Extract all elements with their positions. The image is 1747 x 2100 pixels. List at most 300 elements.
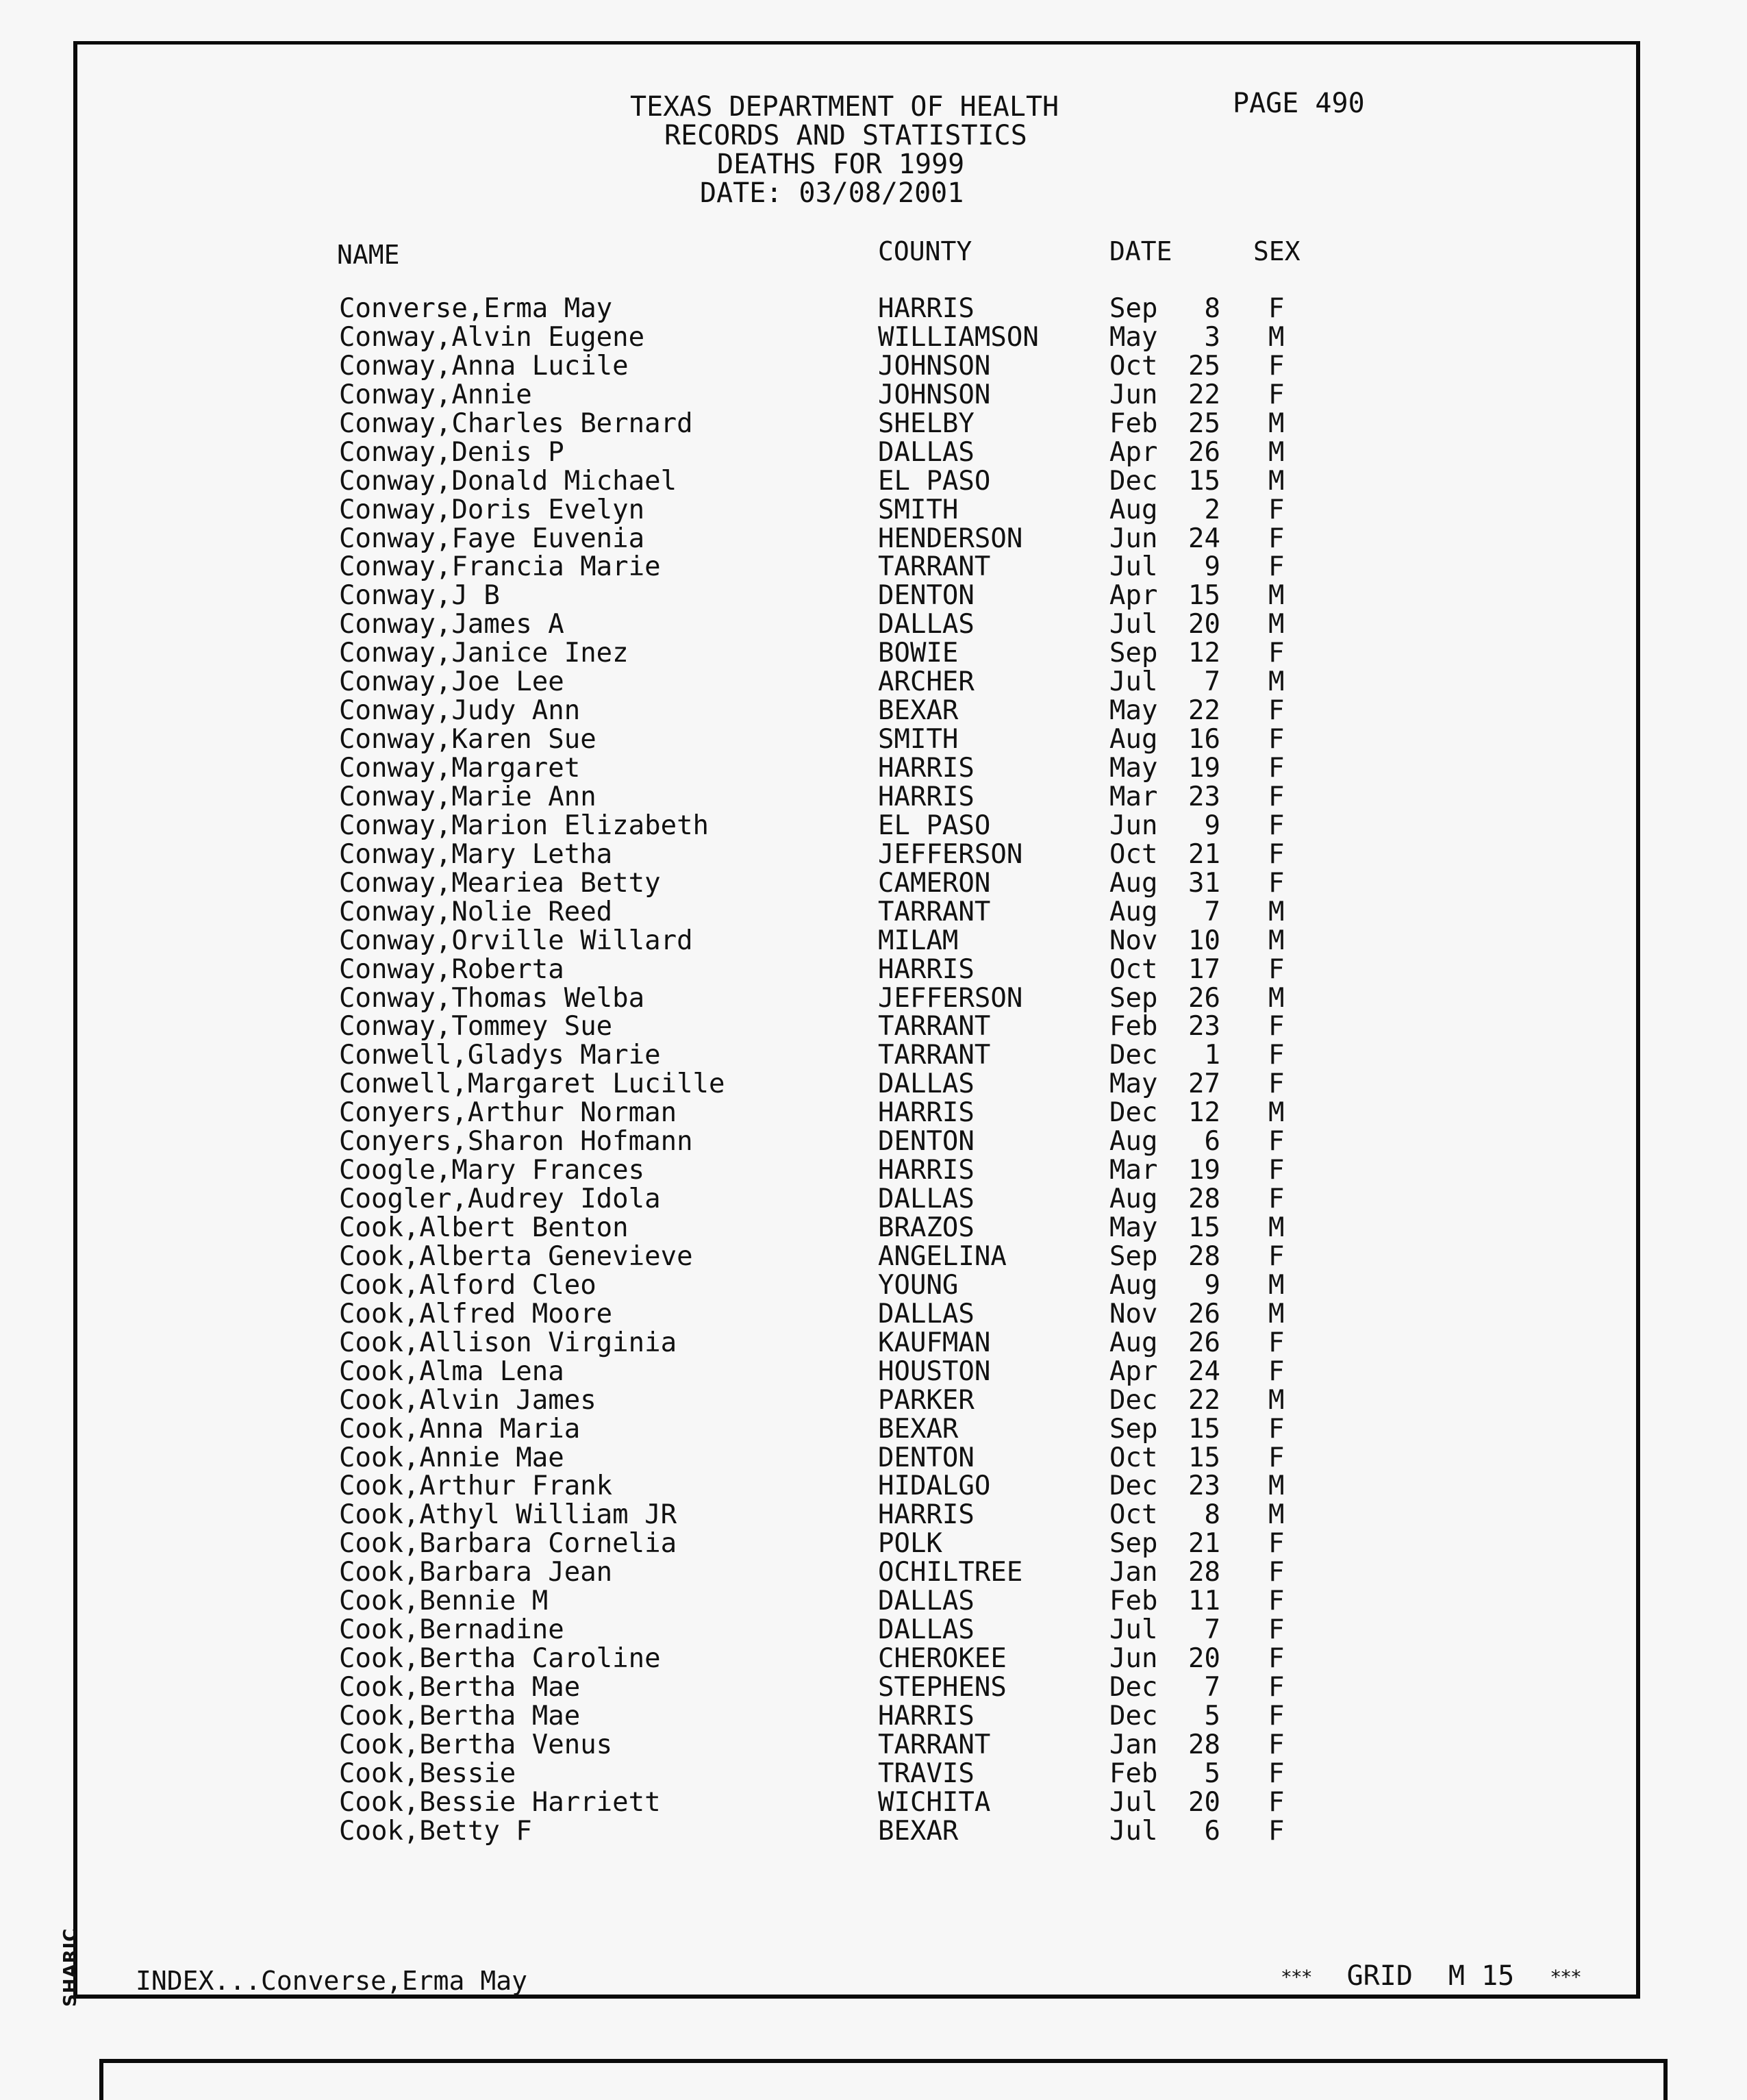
record-sex: M (1268, 982, 1285, 1014)
record-month: Jun (1109, 1643, 1158, 1675)
record-row (0, 1012, 1747, 1041)
record-row (0, 639, 1747, 668)
stars-right: *** (1550, 1966, 1581, 1988)
record-sex: F (1268, 810, 1285, 841)
record-month: May (1109, 753, 1158, 784)
record-county: HARRIS (878, 1097, 975, 1129)
record-county: HARRIS (878, 753, 975, 784)
column-header-county: COUNTY (878, 236, 972, 266)
record-day: 26 (1188, 1298, 1220, 1329)
record-month: Oct (1109, 953, 1158, 985)
record-month: Jan (1109, 1729, 1158, 1760)
record-day: 7 (1204, 1614, 1220, 1646)
record-county: DALLAS (878, 609, 975, 640)
record-day: 28 (1188, 1184, 1220, 1215)
record-county: DENTON (878, 1126, 975, 1158)
record-name: Conway,Karen Sue (339, 724, 596, 755)
record-day: 19 (1188, 753, 1220, 784)
record-row (0, 1645, 1747, 1673)
record-county: HENDERSON (878, 523, 1023, 554)
record-month: Nov (1109, 1298, 1158, 1329)
record-county: TRAVIS (878, 1758, 975, 1789)
record-county: BEXAR (878, 1413, 959, 1445)
record-county: DALLAS (878, 1184, 975, 1215)
record-sex: F (1268, 1155, 1285, 1186)
record-county: MILAM (878, 925, 959, 956)
report-title: TEXAS DEPARTMENT OF HEALTH (630, 91, 1059, 123)
record-name: Cook,Allison Virginia (339, 1327, 677, 1358)
record-county: BEXAR (878, 1815, 959, 1847)
record-name: Cook,Bernadine (339, 1614, 564, 1646)
record-day: 21 (1188, 1528, 1220, 1560)
record-name: Conway,Doris Evelyn (339, 494, 645, 525)
record-sex: M (1268, 408, 1285, 439)
record-sex: F (1268, 1011, 1285, 1042)
record-sex: M (1268, 1212, 1285, 1243)
records-list (0, 295, 1747, 1846)
record-name: Cook,Albert Benton (339, 1212, 629, 1243)
record-row (0, 1760, 1747, 1788)
record-county: EL PASO (878, 810, 991, 841)
record-day: 15 (1188, 580, 1220, 612)
record-day: 7 (1204, 666, 1220, 698)
record-county: ARCHER (878, 666, 975, 698)
record-sex: M (1268, 1298, 1285, 1329)
record-name: Conway,Nolie Reed (339, 896, 613, 927)
record-name: Coogler,Audrey Idola (339, 1184, 661, 1215)
record-row (0, 1529, 1747, 1558)
stars-left: *** (1281, 1966, 1311, 1988)
record-day: 23 (1188, 781, 1220, 812)
record-name: Cook,Bessie Harriett (339, 1786, 661, 1818)
record-day: 8 (1204, 1499, 1220, 1531)
record-sex: F (1268, 1557, 1285, 1588)
record-month: Feb (1109, 1011, 1158, 1042)
record-day: 7 (1204, 896, 1220, 927)
record-row (0, 1731, 1747, 1760)
record-sex: M (1268, 1471, 1285, 1502)
record-row (0, 898, 1747, 927)
record-month: Oct (1109, 1442, 1158, 1473)
record-month: Feb (1109, 408, 1158, 439)
record-sex: F (1268, 523, 1285, 554)
record-name: Cook,Alfred Moore (339, 1298, 613, 1329)
record-name: Cook,Alberta Genevieve (339, 1240, 693, 1272)
record-sex: M (1268, 1269, 1285, 1301)
record-sex: F (1268, 350, 1285, 382)
record-month: Aug (1109, 1269, 1158, 1301)
record-row (0, 1127, 1747, 1156)
record-sex: F (1268, 695, 1285, 727)
record-sex: F (1268, 1413, 1285, 1445)
record-day: 22 (1188, 695, 1220, 727)
record-county: HARRIS (878, 1700, 975, 1732)
record-month: Mar (1109, 781, 1158, 812)
record-row (0, 1616, 1747, 1645)
record-name: Cook,Athyl William JR (339, 1499, 677, 1531)
record-sex: F (1268, 1327, 1285, 1358)
record-day: 5 (1204, 1758, 1220, 1789)
record-county: WILLIAMSON (878, 321, 1039, 353)
record-sex: F (1268, 1729, 1285, 1760)
record-day: 23 (1188, 1471, 1220, 1502)
record-name: Cook,Bertha Caroline (339, 1643, 661, 1675)
record-row (0, 725, 1747, 754)
record-day: 16 (1188, 724, 1220, 755)
record-row (0, 812, 1747, 840)
record-day: 15 (1188, 1413, 1220, 1445)
record-row (0, 1702, 1747, 1731)
record-day: 12 (1188, 638, 1220, 669)
record-sex: F (1268, 1672, 1285, 1703)
record-row (0, 1041, 1747, 1070)
record-day: 22 (1188, 1384, 1220, 1416)
record-sex: F (1268, 724, 1285, 755)
record-month: Aug (1109, 867, 1158, 899)
column-header-name: NAME (337, 240, 400, 270)
record-month: Dec (1109, 1471, 1158, 1502)
record-name: Cook,Arthur Frank (339, 1471, 613, 1502)
record-county: TARRANT (878, 1729, 991, 1760)
record-name: Cook,Alma Lena (339, 1355, 564, 1387)
record-month: Jul (1109, 551, 1158, 583)
record-sex: M (1268, 1384, 1285, 1416)
record-sex: F (1268, 379, 1285, 410)
record-county: KAUFMAN (878, 1327, 991, 1358)
record-month: May (1109, 1068, 1158, 1100)
record-day: 24 (1188, 1355, 1220, 1387)
record-day: 27 (1188, 1068, 1220, 1100)
record-row (0, 553, 1747, 582)
record-name: Conway,Meariea Betty (339, 867, 661, 899)
record-county: DALLAS (878, 1068, 975, 1100)
record-name: Conway,Francia Marie (339, 551, 661, 583)
record-row (0, 1415, 1747, 1444)
record-name: Cook,Bertha Venus (339, 1729, 613, 1760)
record-row (0, 1242, 1747, 1271)
record-county: CAMERON (878, 867, 991, 899)
record-name: Cook,Barbara Jean (339, 1557, 613, 1588)
record-day: 9 (1204, 551, 1220, 583)
record-county: WICHITA (878, 1786, 991, 1818)
record-row (0, 754, 1747, 783)
report-subtitle: RECORDS AND STATISTICS (664, 120, 1027, 151)
record-month: Feb (1109, 1758, 1158, 1789)
record-county: TARRANT (878, 1011, 991, 1042)
record-sex: F (1268, 1786, 1285, 1818)
record-month: Dec (1109, 1040, 1158, 1071)
record-day: 26 (1188, 982, 1220, 1014)
record-day: 24 (1188, 523, 1220, 554)
record-month: Apr (1109, 436, 1158, 468)
record-month: Jul (1109, 1786, 1158, 1818)
record-row (0, 582, 1747, 610)
record-day: 26 (1188, 436, 1220, 468)
record-row (0, 1472, 1747, 1501)
record-row (0, 610, 1747, 639)
record-sex: M (1268, 436, 1285, 468)
record-day: 28 (1188, 1729, 1220, 1760)
grid-value: M 15 (1448, 1960, 1515, 1992)
record-county: DALLAS (878, 1586, 975, 1617)
record-row (0, 1070, 1747, 1099)
record-month: Dec (1109, 1700, 1158, 1732)
record-name: Cook,Alvin James (339, 1384, 596, 1416)
record-name: Converse,Erma May (339, 293, 613, 324)
record-name: Conway,Marion Elizabeth (339, 810, 709, 841)
record-row (0, 1558, 1747, 1587)
record-county: DALLAS (878, 436, 975, 468)
record-sex: F (1268, 753, 1285, 784)
page-number: PAGE 490 (1233, 88, 1365, 119)
record-name: Conway,Alvin Eugene (339, 321, 645, 353)
record-month: Sep (1109, 293, 1158, 324)
record-day: 9 (1204, 810, 1220, 841)
record-name: Conway,Denis P (339, 436, 564, 468)
record-county: HARRIS (878, 953, 975, 985)
record-county: SMITH (878, 494, 959, 525)
column-header-sex: SEX (1253, 236, 1300, 266)
record-name: Conwell,Margaret Lucille (339, 1068, 725, 1100)
record-sex: F (1268, 1700, 1285, 1732)
record-row (0, 323, 1747, 352)
record-county: HARRIS (878, 781, 975, 812)
record-row (0, 869, 1747, 898)
record-name: Conway,Faye Euvenia (339, 523, 645, 554)
record-day: 2 (1204, 494, 1220, 525)
record-county: SHELBY (878, 408, 975, 439)
record-row (0, 352, 1747, 381)
record-sex: F (1268, 1126, 1285, 1158)
record-sex: F (1268, 1528, 1285, 1560)
record-county: JEFFERSON (878, 982, 1023, 1014)
record-sex: F (1268, 1586, 1285, 1617)
record-month: Jul (1109, 1815, 1158, 1847)
record-month: Nov (1109, 925, 1158, 956)
record-county: JEFFERSON (878, 838, 1023, 870)
record-county: DENTON (878, 580, 975, 612)
record-day: 28 (1188, 1557, 1220, 1588)
record-row (0, 668, 1747, 697)
record-name: Conway,Joe Lee (339, 666, 564, 698)
record-month: Sep (1109, 1528, 1158, 1560)
record-row (0, 496, 1747, 525)
record-sex: F (1268, 1815, 1285, 1847)
record-row (0, 1444, 1747, 1473)
record-name: Conway,Margaret (339, 753, 581, 784)
record-month: Oct (1109, 1499, 1158, 1531)
record-month: Oct (1109, 838, 1158, 870)
record-month: May (1109, 321, 1158, 353)
record-row (0, 410, 1747, 438)
record-month: Sep (1109, 982, 1158, 1014)
record-row (0, 1329, 1747, 1358)
record-day: 1 (1204, 1040, 1220, 1071)
record-row (0, 467, 1747, 496)
record-county: PARKER (878, 1384, 975, 1416)
record-sex: F (1268, 638, 1285, 669)
record-county: TARRANT (878, 551, 991, 583)
record-row (0, 438, 1747, 467)
record-name: Cook,Anna Maria (339, 1413, 581, 1445)
record-month: Dec (1109, 1384, 1158, 1416)
record-sex: M (1268, 465, 1285, 497)
record-row (0, 984, 1747, 1013)
record-row (0, 1386, 1747, 1415)
record-day: 15 (1188, 465, 1220, 497)
record-day: 10 (1188, 925, 1220, 956)
record-month: Apr (1109, 1355, 1158, 1387)
report-year: DEATHS FOR 1999 (717, 149, 965, 180)
record-name: Conway,Donald Michael (339, 465, 677, 497)
record-month: Aug (1109, 1126, 1158, 1158)
record-row (0, 1587, 1747, 1616)
record-sex: M (1268, 666, 1285, 698)
record-row (0, 1817, 1747, 1846)
record-day: 31 (1188, 867, 1220, 899)
record-day: 20 (1188, 609, 1220, 640)
record-day: 5 (1204, 1700, 1220, 1732)
record-month: Aug (1109, 896, 1158, 927)
report-date: DATE: 03/08/2001 (700, 177, 964, 209)
record-day: 25 (1188, 350, 1220, 382)
record-row (0, 1673, 1747, 1702)
record-county: HOUSTON (878, 1355, 991, 1387)
record-name: Conway,Annie (339, 379, 532, 410)
record-name: Cook,Barbara Cornelia (339, 1528, 677, 1560)
record-row (0, 381, 1747, 410)
record-county: BOWIE (878, 638, 959, 669)
record-name: Conway,Orville Willard (339, 925, 693, 956)
record-sex: F (1268, 1240, 1285, 1272)
record-county: HARRIS (878, 1499, 975, 1531)
record-day: 28 (1188, 1240, 1220, 1272)
record-name: Conway,Charles Bernard (339, 408, 693, 439)
record-county: HIDALGO (878, 1471, 991, 1502)
record-county: TARRANT (878, 1040, 991, 1071)
record-row (0, 1788, 1747, 1817)
record-day: 6 (1204, 1126, 1220, 1158)
record-name: Conway,Tommey Sue (339, 1011, 613, 1042)
record-row (0, 955, 1747, 984)
record-sex: F (1268, 293, 1285, 324)
record-month: Aug (1109, 1327, 1158, 1358)
record-month: Apr (1109, 580, 1158, 612)
record-sex: F (1268, 867, 1285, 899)
record-month: Aug (1109, 724, 1158, 755)
record-sex: F (1268, 781, 1285, 812)
record-sex: F (1268, 1758, 1285, 1789)
record-day: 20 (1188, 1786, 1220, 1818)
record-month: Jun (1109, 523, 1158, 554)
record-day: 8 (1204, 293, 1220, 324)
side-label: SHARIC (60, 1927, 81, 2007)
record-name: Cook,Annie Mae (339, 1442, 564, 1473)
record-county: TARRANT (878, 896, 991, 927)
record-name: Conyers,Arthur Norman (339, 1097, 677, 1129)
record-row (0, 525, 1747, 553)
record-month: Dec (1109, 465, 1158, 497)
record-day: 25 (1188, 408, 1220, 439)
record-sex: F (1268, 1184, 1285, 1215)
record-sex: F (1268, 1355, 1285, 1387)
column-header-date: DATE (1109, 236, 1172, 266)
record-sex: M (1268, 1499, 1285, 1531)
record-row (0, 295, 1747, 323)
footer-index: INDEX...Converse,Erma May (136, 1966, 527, 1996)
grid-label: GRID (1346, 1960, 1413, 1992)
record-name: Conway,Janice Inez (339, 638, 629, 669)
record-name: Conway,Mary Letha (339, 838, 613, 870)
record-month: Aug (1109, 494, 1158, 525)
record-county: POLK (878, 1528, 942, 1560)
record-day: 23 (1188, 1011, 1220, 1042)
record-month: Jul (1109, 609, 1158, 640)
record-month: Jun (1109, 810, 1158, 841)
record-row (0, 1501, 1747, 1529)
record-county: JOHNSON (878, 350, 991, 382)
record-month: May (1109, 1212, 1158, 1243)
record-county: BRAZOS (878, 1212, 975, 1243)
record-sex: F (1268, 1643, 1285, 1675)
record-row (0, 1156, 1747, 1185)
record-month: Feb (1109, 1586, 1158, 1617)
record-day: 6 (1204, 1815, 1220, 1847)
record-name: Conway,Judy Ann (339, 695, 581, 727)
record-sex: F (1268, 953, 1285, 985)
record-name: Cook,Bessie (339, 1758, 516, 1789)
record-row (0, 1271, 1747, 1300)
record-day: 22 (1188, 379, 1220, 410)
record-name: Cook,Bertha Mae (339, 1672, 581, 1703)
record-county: HARRIS (878, 1155, 975, 1186)
record-name: Cook,Bertha Mae (339, 1700, 581, 1732)
record-month: Oct (1109, 350, 1158, 382)
record-day: 9 (1204, 1269, 1220, 1301)
record-name: Cook,Bennie M (339, 1586, 549, 1617)
record-row (0, 1185, 1747, 1214)
record-name: Conwell,Gladys Marie (339, 1040, 661, 1071)
record-name: Conway,Thomas Welba (339, 982, 645, 1014)
record-name: Conway,Marie Ann (339, 781, 596, 812)
record-sex: F (1268, 1040, 1285, 1071)
record-county: EL PASO (878, 465, 991, 497)
record-row (0, 783, 1747, 812)
record-row (0, 1099, 1747, 1127)
record-county: ANGELINA (878, 1240, 1007, 1272)
record-day: 26 (1188, 1327, 1220, 1358)
record-day: 11 (1188, 1586, 1220, 1617)
record-month: May (1109, 695, 1158, 727)
record-month: Aug (1109, 1184, 1158, 1215)
record-sex: M (1268, 321, 1285, 353)
record-day: 19 (1188, 1155, 1220, 1186)
record-month: Jul (1109, 1614, 1158, 1646)
record-day: 12 (1188, 1097, 1220, 1129)
record-day: 3 (1204, 321, 1220, 353)
record-day: 20 (1188, 1643, 1220, 1675)
record-day: 7 (1204, 1672, 1220, 1703)
record-name: Conway,J B (339, 580, 500, 612)
record-county: SMITH (878, 724, 959, 755)
record-row (0, 1355, 1747, 1387)
record-sex: M (1268, 925, 1285, 956)
record-name: Conway,James A (339, 609, 564, 640)
record-row (0, 1300, 1747, 1329)
record-day: 17 (1188, 953, 1220, 985)
record-sex: M (1268, 1097, 1285, 1129)
record-county: STEPHENS (878, 1672, 1007, 1703)
